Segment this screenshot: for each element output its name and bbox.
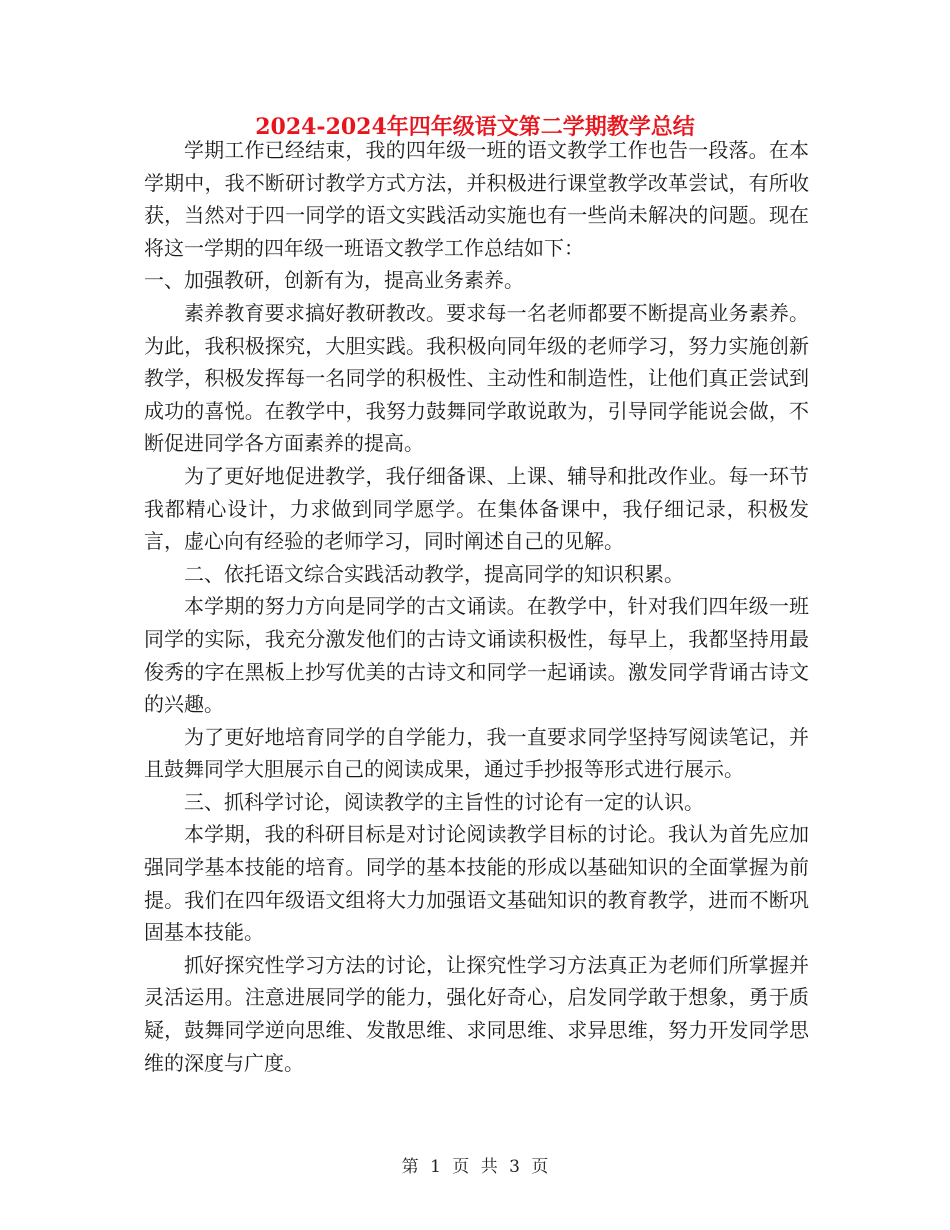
paragraph: 为了更好地促进教学，我仔细备课、上课、辅导和批改作业。每一环节我都精心设计，力求做到同学愿学。在集体备课中，我仔细记录，积极发言，虚心向有经验的老师学习，同时阐述自己的见解。 [144,463,809,554]
section-heading-2: 二、依托语文综合实践活动教学，提高同学的知识积累。 [184,561,684,586]
paragraph: 为了更好地培育同学的自学能力，我一直要求同学坚持写阅读笔记，并且鼓舞同学大胆展示自己的阅读成果，通过手抄报等形式进行展示。 [144,724,809,782]
section-heading-1: 一、加强教研，创新有为，提高业务素养。 [144,268,524,293]
section-heading-3: 三、抓科学讨论，阅读教学的主旨性的讨论有一定的认识。 [184,789,704,814]
paragraph: 本学期，我的科研目标是对讨论阅读教学目标的讨论。我认为首先应加强同学基本技能的培育。同学的基本技能的形成以基础知识的全面掌握为前提。我们在四年级语文组将大力加强语文基础知识的教育教学，进而不断巩固基本技能。 [144,822,809,945]
paragraph-intro: 学期工作已经结束，我的四年级一班的语文教学工作也告一段落。在本学期中，我不断研讨教学方式方法，并积极进行课堂教学改革尝试，有所收获，当然对于四一同学的语文实践活动实施也有一些尚未解决的问题。现在将这一学期的四年级一班语文教学工作总结如下： [144,138,809,260]
paragraph: 本学期的努力方向是同学的古文诵读。在教学中，针对我们四年级一班同学的实际，我充分激发他们的古诗文诵读积极性，每早上，我都坚持用最俊秀的字在黑板上抄写优美的古诗文和同学一起诵读。激发同学背诵古诗文的兴趣。 [144,594,809,717]
paragraph: 素养教育要求搞好教研教改。要求每一名老师都要不断提高业务素养。为此，我积极探究，大胆实践。我积极向同年级的老师学习，努力实施创新教学，积极发挥每一名同学的积极性、主动性和制造性，让他们真正尝试到成功的喜悦。在教学中，我努力鼓舞同学敢说敢为，引导同学能说会做，不断促进同学各方面素养的提高。 [144,300,809,456]
paragraph: 抓好探究性学习方法的讨论，让探究性学习方法真正为老师们所掌握并灵活运用。注意进展同学的能力，强化好奇心，启发同学敢于想象，勇于质疑，鼓舞同学逆向思维、发散思维、求同思维、求异思维，努力开发同学思维的深度与广度。 [144,952,809,1075]
document-body [144,134,809,1079]
page-number-footer: 第 1 页 共 3 页 [401,1157,549,1177]
document-title: 2024-2024年四年级语文第二学期教学总结 [255,114,695,140]
